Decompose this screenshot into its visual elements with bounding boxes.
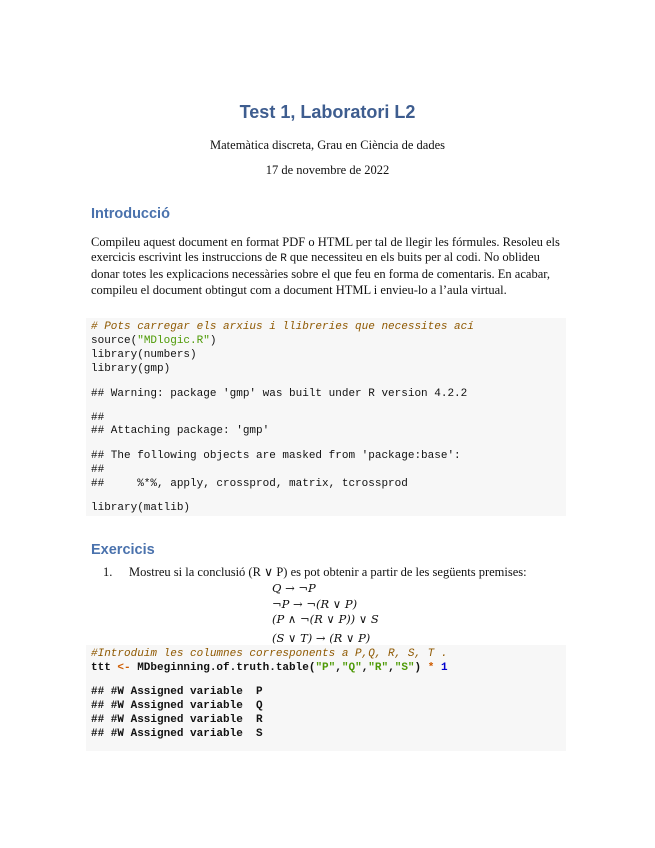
premise-2: ¬P → ¬(R ∨ P) [272,597,358,611]
code-line-library-matlib: library(matlib) [91,502,191,514]
code-line-library-gmp: library(gmp) [91,363,171,375]
intro-text-b: que necessiteu en els buits per al codi. No oblideu donar totes les explicacions necessàries sobre el que feu en forma de comentaris. En acabar, compileu el document obtingut com a document HTML i envieu-lo a l’aula virtual. [91,250,551,297]
intro-paragraph [91,235,566,298]
code-output-masked-list: ## %*%, apply, crossprod, matrix, tcrossprod [91,478,408,490]
exercise-number: 1. [103,565,113,579]
code-output-line: ## [91,464,105,476]
code-line-library-numbers: library(numbers) [91,349,197,361]
document-title: Test 1, Laboratori L2 [239,102,416,122]
exercise-item-1 [103,564,573,580]
code-line-source: source("MDlogic.R") [91,335,217,347]
code-line-truth-table: ttt <- MDbeginning.of.truth.table("P","Q","R","S") * 1 [91,662,448,674]
document-date: 17 de novembre de 2022 [265,163,390,177]
code-comment: #Introduim les columnes corresponents a P,Q, R, S, T . [91,648,448,660]
premise-3: (P ∧ ¬(R ∨ P)) ∨ S [272,612,379,626]
code-output-warning: ## Warning: package 'gmp' was built under R version 4.2.2 [91,388,468,400]
section-heading-exercicis: Exercicis [91,542,155,558]
premise-4: (S ∨ T) → (R ∨ P) [272,631,371,645]
code-output-assigned-r: ## #W Assigned variable R [91,714,263,726]
code-output-assigned-s: ## #W Assigned variable S [91,728,263,740]
code-output-line: ## [91,412,105,424]
exercise-text: Mostreu si la conclusió (R ∨ P) es pot obtenir a partir de les següents premises: [129,565,527,579]
code-output-assigned-q: ## #W Assigned variable Q [91,700,263,712]
code-output-attaching: ## Attaching package: 'gmp' [91,425,270,437]
code-output-masked: ## The following objects are masked from 'package:base': [91,450,461,462]
code-output-assigned-p: ## #W Assigned variable P [91,686,263,698]
intro-text-a: Compileu aquest document en format PDF o HTML per tal de llegir les fórmules. Resoleu els exercicis escrivint les instruccions de [91,235,560,265]
code-comment: # Pots carregar els arxius i llibreries que necessites ací [91,321,474,333]
premise-1: Q → ¬P [272,581,316,595]
section-heading-introduccio: Introducció [91,206,170,222]
document-subtitle: Matemàtica discreta, Grau en Ciència de dades [210,138,445,152]
inline-code-r: R [280,253,287,266]
